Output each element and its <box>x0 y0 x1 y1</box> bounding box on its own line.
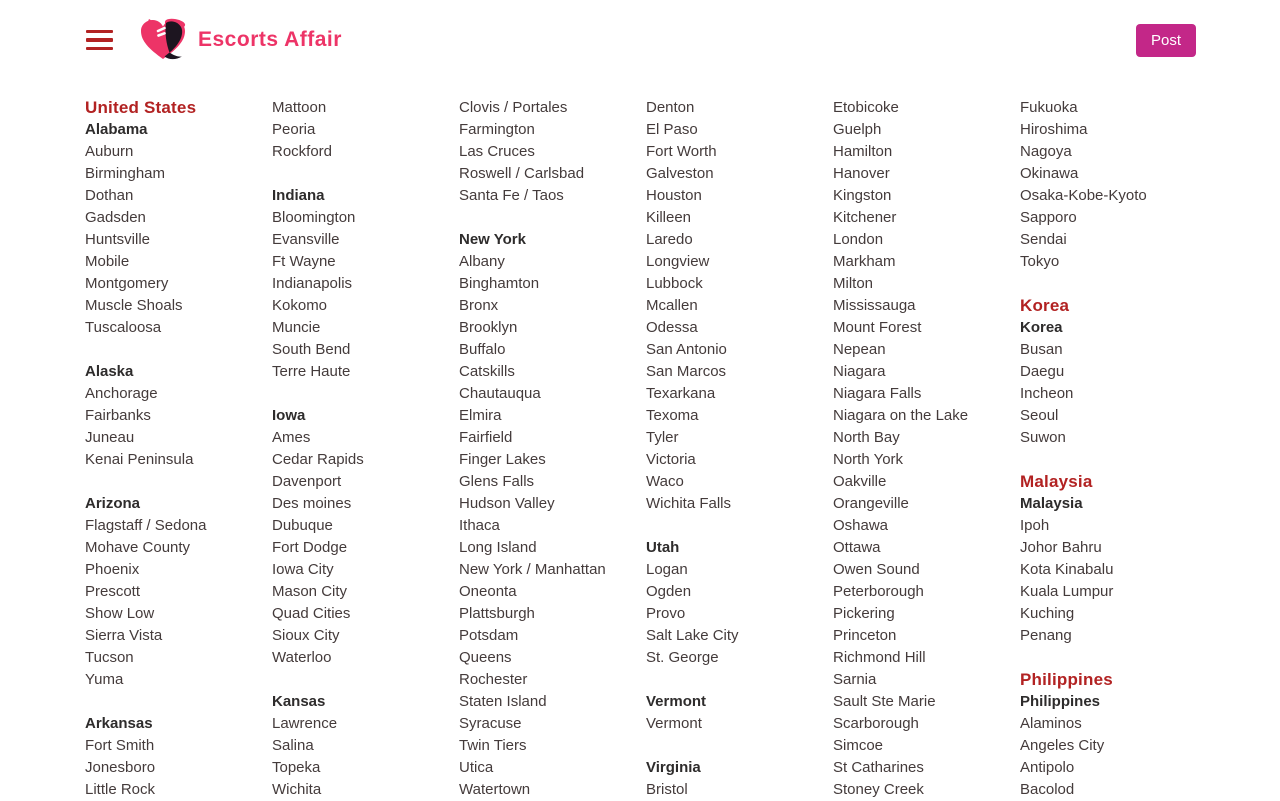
city-link[interactable]: Auburn <box>85 143 134 160</box>
state-header: Arizona <box>85 495 141 512</box>
city-link[interactable]: Flagstaff / Sedona <box>85 517 207 534</box>
city-link[interactable]: Indianapolis <box>272 275 353 292</box>
state-header: Vermont <box>646 693 707 710</box>
city-link[interactable]: Lubbock <box>646 275 703 292</box>
city-link[interactable]: Provo <box>646 605 686 622</box>
directory-column <box>646 97 833 801</box>
city-link[interactable]: Chautauqua <box>459 385 541 402</box>
menu-bar <box>86 38 113 42</box>
city-link[interactable]: Milton <box>833 275 874 292</box>
city-link[interactable]: Suwon <box>1020 429 1066 446</box>
city-link[interactable]: Mattoon <box>272 99 327 116</box>
city-link[interactable]: Waco <box>646 473 684 490</box>
brand-logo[interactable] <box>137 18 342 62</box>
city-link[interactable]: Hudson Valley <box>459 495 555 512</box>
state-header: Alaska <box>85 363 134 380</box>
city-link[interactable]: Fairbanks <box>85 407 151 424</box>
city-link[interactable]: London <box>833 231 884 248</box>
menu-button[interactable] <box>86 30 113 51</box>
city-link[interactable]: Roswell / Carlsbad <box>459 165 585 182</box>
city-link[interactable]: Pickering <box>833 605 895 622</box>
city-link[interactable]: Okinawa <box>1020 165 1079 182</box>
city-link[interactable]: San Marcos <box>646 363 727 380</box>
city-link[interactable]: Markham <box>833 253 896 270</box>
city-link[interactable]: Brooklyn <box>459 319 518 336</box>
city-link[interactable]: Kitchener <box>833 209 897 226</box>
city-link[interactable]: Elmira <box>459 407 502 424</box>
location-group <box>1020 471 1207 647</box>
city-link[interactable]: Galveston <box>646 165 714 182</box>
city-link[interactable]: Texarkana <box>646 385 716 402</box>
city-link[interactable]: Jonesboro <box>85 759 156 776</box>
city-link[interactable]: Niagara <box>833 363 886 380</box>
city-link[interactable]: New York / Manhattan <box>459 561 606 578</box>
city-link[interactable]: Iowa City <box>272 561 334 578</box>
city-link[interactable]: Albany <box>459 253 505 270</box>
city-link[interactable]: Mohave County <box>85 539 191 556</box>
city-link[interactable]: Busan <box>1020 341 1063 358</box>
city-link[interactable]: Lawrence <box>272 715 338 732</box>
city-link[interactable]: Long Island <box>459 539 537 556</box>
location-group <box>85 493 272 691</box>
state-header: Kansas <box>272 693 326 710</box>
directory-column <box>459 97 646 801</box>
city-link[interactable]: Hamilton <box>833 143 893 160</box>
city-link[interactable]: Sioux City <box>272 627 340 644</box>
location-group <box>833 97 1020 801</box>
directory-column <box>833 97 1020 801</box>
city-link[interactable]: Ithaca <box>459 517 500 534</box>
city-link[interactable]: Show Low <box>85 605 155 622</box>
country-header: Philippines <box>1020 670 1113 689</box>
city-link[interactable]: Odessa <box>646 319 698 336</box>
brand-heart-icon <box>137 18 189 62</box>
city-link[interactable]: Fukuoka <box>1020 99 1078 116</box>
city-link[interactable]: Tuscaloosa <box>85 319 162 336</box>
city-link[interactable]: St. George <box>646 649 719 666</box>
state-header: Utah <box>646 539 680 556</box>
country-header: United States <box>85 98 197 117</box>
city-link[interactable]: Huntsville <box>85 231 151 248</box>
city-link[interactable]: Richmond Hill <box>833 649 926 666</box>
header-left <box>86 18 342 62</box>
city-link[interactable]: San Antonio <box>646 341 727 358</box>
location-group <box>272 691 459 801</box>
city-link[interactable]: Wichita Falls <box>646 495 732 512</box>
city-link[interactable]: Cedar Rapids <box>272 451 364 468</box>
city-link[interactable]: Ipoh <box>1020 517 1050 534</box>
city-link[interactable]: Davenport <box>272 473 342 490</box>
state-header: New York <box>459 231 526 248</box>
city-link[interactable]: El Paso <box>646 121 698 138</box>
city-link[interactable]: Tyler <box>646 429 679 446</box>
menu-bar <box>86 30 113 34</box>
city-link[interactable]: Kingston <box>833 187 892 204</box>
city-link[interactable]: Anchorage <box>85 385 158 402</box>
city-link[interactable]: Juneau <box>85 429 135 446</box>
city-link[interactable]: Binghamton <box>459 275 540 292</box>
city-link[interactable]: Des moines <box>272 495 352 512</box>
city-link[interactable]: Alaminos <box>1020 715 1082 732</box>
state-header: Arkansas <box>85 715 153 732</box>
city-link[interactable]: Houston <box>646 187 702 204</box>
city-link[interactable]: Rochester <box>459 671 528 688</box>
city-link[interactable]: Nagoya <box>1020 143 1072 160</box>
city-link[interactable]: Sendai <box>1020 231 1067 248</box>
city-link[interactable]: Kenai Peninsula <box>85 451 194 468</box>
city-link[interactable]: St Catharines <box>833 759 924 776</box>
city-link[interactable]: Ogden <box>646 583 692 600</box>
city-link[interactable]: Catskills <box>459 363 515 380</box>
city-link[interactable]: Wichita <box>272 781 322 798</box>
city-link[interactable]: Muscle Shoals <box>85 297 183 314</box>
city-link[interactable]: Bacolod <box>1020 781 1075 798</box>
city-link[interactable]: Mobile <box>85 253 130 270</box>
menu-bar <box>86 47 113 51</box>
city-link[interactable]: Glens Falls <box>459 473 535 490</box>
city-link[interactable]: Bristol <box>646 781 688 798</box>
location-group <box>85 97 272 339</box>
city-link[interactable]: Hiroshima <box>1020 121 1088 138</box>
location-group <box>1020 97 1207 273</box>
city-link[interactable]: Texoma <box>646 407 699 424</box>
location-group <box>272 97 459 163</box>
city-link[interactable]: Quad Cities <box>272 605 351 622</box>
city-link[interactable]: Logan <box>646 561 688 578</box>
city-link[interactable]: Dubuque <box>272 517 333 534</box>
location-group <box>459 229 646 801</box>
location-group <box>85 361 272 471</box>
city-link[interactable]: Sarnia <box>833 671 877 688</box>
city-link[interactable]: Niagara on the Lake <box>833 407 969 424</box>
city-link[interactable]: Johor Bahru <box>1020 539 1102 556</box>
city-link[interactable]: Santa Fe / Taos <box>459 187 564 204</box>
city-link[interactable]: Ft Wayne <box>272 253 336 270</box>
city-link[interactable]: Finger Lakes <box>459 451 546 468</box>
city-link[interactable]: Mason City <box>272 583 348 600</box>
country-header: Korea <box>1020 296 1070 315</box>
city-link[interactable]: Fairfield <box>459 429 513 446</box>
state-header: Iowa <box>272 407 306 424</box>
city-link[interactable]: Oakville <box>833 473 887 490</box>
city-link[interactable]: Stoney Creek <box>833 781 924 798</box>
city-link[interactable]: Birmingham <box>85 165 166 182</box>
city-link[interactable]: Antipolo <box>1020 759 1075 776</box>
city-link[interactable]: South Bend <box>272 341 351 358</box>
city-link[interactable]: Salina <box>272 737 314 754</box>
state-header: Malaysia <box>1020 495 1083 512</box>
city-link[interactable]: Vermont <box>646 715 702 732</box>
city-link[interactable]: Denton <box>646 99 695 116</box>
city-link[interactable]: Scarborough <box>833 715 919 732</box>
city-link[interactable]: Bloomington <box>272 209 356 226</box>
city-link[interactable]: Sapporo <box>1020 209 1077 226</box>
city-link[interactable]: Montgomery <box>85 275 169 292</box>
directory-column <box>272 97 459 801</box>
city-link[interactable]: Prescott <box>85 583 141 600</box>
brand-name: Escorts Affair <box>198 28 342 51</box>
city-link[interactable]: Farmington <box>459 121 535 138</box>
city-link[interactable]: Peoria <box>272 121 316 138</box>
city-link[interactable]: North York <box>833 451 904 468</box>
city-link[interactable]: Fort Worth <box>646 143 717 160</box>
city-link[interactable]: Syracuse <box>459 715 522 732</box>
city-link[interactable]: Dothan <box>85 187 134 204</box>
city-link[interactable]: Ottawa <box>833 539 881 556</box>
location-group <box>646 97 833 515</box>
city-link[interactable]: Princeton <box>833 627 897 644</box>
location-group <box>646 537 833 669</box>
city-link[interactable]: Potsdam <box>459 627 519 644</box>
city-link[interactable]: Topeka <box>272 759 321 776</box>
directory-column <box>85 97 272 801</box>
city-link[interactable]: Queens <box>459 649 512 666</box>
location-group <box>646 691 833 735</box>
directory-columns <box>0 97 1280 801</box>
city-link[interactable]: North Bay <box>833 429 900 446</box>
location-group <box>85 713 272 801</box>
city-link[interactable]: Kokomo <box>272 297 328 314</box>
city-link[interactable]: Plattsburgh <box>459 605 535 622</box>
city-link[interactable]: Mississauga <box>833 297 916 314</box>
city-link[interactable]: Buffalo <box>459 341 506 358</box>
location-group <box>272 185 459 383</box>
city-link[interactable]: Simcoe <box>833 737 884 754</box>
city-link[interactable]: Las Cruces <box>459 143 535 160</box>
state-header: Alabama <box>85 121 148 138</box>
city-link[interactable]: Terre Haute <box>272 363 351 380</box>
location-group <box>1020 295 1207 449</box>
post-button[interactable]: Post <box>1136 24 1196 57</box>
state-header: Korea <box>1020 319 1063 336</box>
city-link[interactable]: Orangeville <box>833 495 909 512</box>
location-group <box>1020 669 1207 801</box>
city-link[interactable]: Oshawa <box>833 517 889 534</box>
city-link[interactable]: Rockford <box>272 143 333 160</box>
city-link[interactable]: Owen Sound <box>833 561 920 578</box>
city-link[interactable]: Hanover <box>833 165 890 182</box>
city-link[interactable]: Salt Lake City <box>646 627 739 644</box>
city-link[interactable]: Ames <box>272 429 311 446</box>
city-link[interactable]: Tucson <box>85 649 134 666</box>
city-link[interactable]: Guelph <box>833 121 882 138</box>
city-link[interactable]: Osaka-Kobe-Kyoto <box>1020 187 1147 204</box>
city-link[interactable]: Victoria <box>646 451 696 468</box>
city-link[interactable]: Watertown <box>459 781 531 798</box>
city-link[interactable]: Killeen <box>646 209 692 226</box>
city-link[interactable]: Angeles City <box>1020 737 1105 754</box>
city-link[interactable]: Sierra Vista <box>85 627 163 644</box>
state-header: Indiana <box>272 187 325 204</box>
city-link[interactable]: Phoenix <box>85 561 140 578</box>
city-link[interactable]: Staten Island <box>459 693 547 710</box>
city-link[interactable]: Niagara Falls <box>833 385 922 402</box>
state-header: Virginia <box>646 759 701 776</box>
city-link[interactable]: Kuching <box>1020 605 1075 622</box>
city-link[interactable]: Incheon <box>1020 385 1074 402</box>
city-link[interactable]: Yuma <box>85 671 124 688</box>
city-link[interactable]: Waterloo <box>272 649 332 666</box>
location-group <box>272 405 459 669</box>
city-link[interactable]: Daegu <box>1020 363 1065 380</box>
city-link[interactable]: Sault Ste Marie <box>833 693 936 710</box>
country-header: Malaysia <box>1020 472 1093 491</box>
city-link[interactable]: Utica <box>459 759 494 776</box>
top-bar <box>0 0 1280 66</box>
city-link[interactable]: Bronx <box>459 297 499 314</box>
city-link[interactable]: Fort Smith <box>85 737 155 754</box>
city-link[interactable]: Clovis / Portales <box>459 99 568 116</box>
city-link[interactable]: Little Rock <box>85 781 156 798</box>
city-link[interactable]: Fort Dodge <box>272 539 348 556</box>
directory-column <box>1020 97 1207 801</box>
city-link[interactable]: Seoul <box>1020 407 1059 424</box>
city-link[interactable]: Evansville <box>272 231 340 248</box>
city-link[interactable]: Peterborough <box>833 583 924 600</box>
city-link[interactable]: Longview <box>646 253 710 270</box>
city-link[interactable]: Nepean <box>833 341 886 358</box>
city-link[interactable]: Laredo <box>646 231 693 248</box>
city-link[interactable]: Muncie <box>272 319 321 336</box>
city-link[interactable]: Penang <box>1020 627 1072 644</box>
city-link[interactable]: Oneonta <box>459 583 517 600</box>
city-link[interactable]: Kota Kinabalu <box>1020 561 1114 578</box>
city-link[interactable]: Mcallen <box>646 297 698 314</box>
state-header: Philippines <box>1020 693 1101 710</box>
city-link[interactable]: Tokyo <box>1020 253 1060 270</box>
city-link[interactable]: Kuala Lumpur <box>1020 583 1114 600</box>
location-group <box>459 97 646 207</box>
city-link[interactable]: Gadsden <box>85 209 146 226</box>
city-link[interactable]: Twin Tiers <box>459 737 527 754</box>
city-link[interactable]: Mount Forest <box>833 319 922 336</box>
location-group <box>646 757 833 801</box>
city-link[interactable]: Etobicoke <box>833 99 899 116</box>
